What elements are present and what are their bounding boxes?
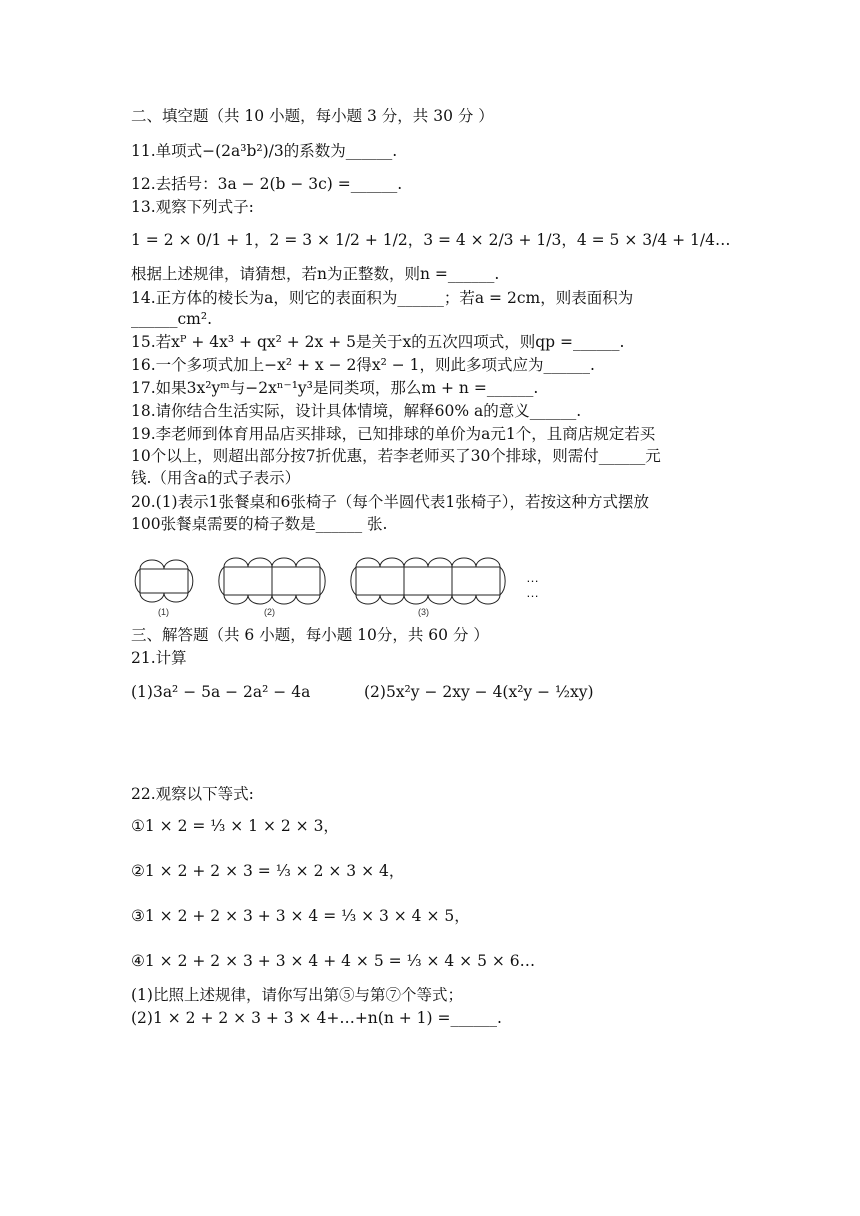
question-18: 18.请你结合生活实际，设计具体情境，解释60% a的意义______.: [131, 402, 582, 420]
question-22: 22.观察以下等式:: [131, 785, 254, 803]
question-16: 16.一个多项式加上−x² + x − 2得x² − 1，则此多项式应为______.: [131, 356, 595, 374]
figure-caption-3: (3): [418, 607, 429, 617]
question-21-part-2: (2)5x²y − 2xy − 4(x²y − ½xy): [364, 683, 594, 701]
question-22-eq-1: ①1 × 2 = ⅓ × 1 × 2 × 3，: [131, 817, 339, 835]
section-2-heading: 二、填空题（共 10 小题，每小题 3 分，共 30 分 ）: [131, 107, 494, 125]
question-20-cont: 100张餐桌需要的椅子数是______ 张.: [131, 515, 388, 533]
question-13: 13.观察下列式子:: [131, 198, 254, 216]
question-13-pattern: 1 = 2 × 0/1 + 1，2 = 3 × 1/2 + 1/2，3 = 4 × 2/3 + 1/3，4 = 5 × 3/4 + 1/4…: [131, 231, 731, 249]
question-15: 15.若xᴾ + 4x³ + qx² + 2x + 5是关于x的五次四项式，则qp =______.: [131, 333, 625, 351]
question-11: 11.单项式−(2a³b²)/3的系数为______.: [131, 142, 398, 160]
question-22-eq-4: ④1 × 2 + 2 × 3 + 3 × 4 + 4 × 5 = ⅓ × 4 × 5 × 6…: [131, 952, 536, 970]
question-21-part-1: (1)3a² − 5a − 2a² − 4a: [131, 683, 311, 701]
figure-caption-2: (2): [264, 607, 275, 617]
table-chairs-figure: [128, 557, 548, 619]
question-12: 12.去括号：3a − 2(b − 3c) =______.: [131, 175, 403, 193]
question-19-cont: 10个以上，则超出部分按7折优惠，若李老师买了30个排球，则需付______元: [131, 447, 661, 465]
question-14: 14.正方体的棱长为a，则它的表面积为______；若a = 2cm，则表面积为: [131, 289, 634, 307]
question-22-eq-3: ③1 × 2 + 2 × 3 + 3 × 4 = ⅓ × 3 × 4 × 5，: [131, 907, 470, 925]
section-3-heading: 三、解答题（共 6 小题，每小题 10分，共 60 分 ）: [131, 626, 489, 644]
question-20: 20.(1)表示1张餐桌和6张椅子（每个半圆代表1张椅子），若按这种方式摆放: [131, 493, 649, 511]
question-19-note: 钱.（用含a的式子表示）: [131, 469, 301, 487]
question-14-cont: ______cm².: [131, 310, 213, 328]
question-22-eq-2: ②1 × 2 + 2 × 3 = ⅓ × 2 × 3 × 4，: [131, 862, 405, 880]
question-22-part-2: (2)1 × 2 + 2 × 3 + 3 × 4+…+n(n + 1) =______.: [131, 1009, 502, 1027]
figure-ellipsis: … …: [526, 570, 539, 600]
question-22-part-1: (1)比照上述规律，请你写出第⑤与第⑦个等式；: [131, 986, 463, 1004]
figure-caption-1: (1): [158, 607, 169, 617]
table-chairs-diagram: [128, 557, 548, 619]
question-17: 17.如果3x²yᵐ与−2xⁿ⁻¹y³是同类项，那么m + n =______.: [131, 379, 539, 397]
question-13-ask: 根据上述规律，请猜想，若n为正整数，则n =______.: [131, 265, 500, 283]
question-19: 19.李老师到体育用品店买排球，已知排球的单价为a元1个，且商店规定若买: [131, 425, 656, 443]
question-21: 21.计算: [131, 649, 187, 667]
